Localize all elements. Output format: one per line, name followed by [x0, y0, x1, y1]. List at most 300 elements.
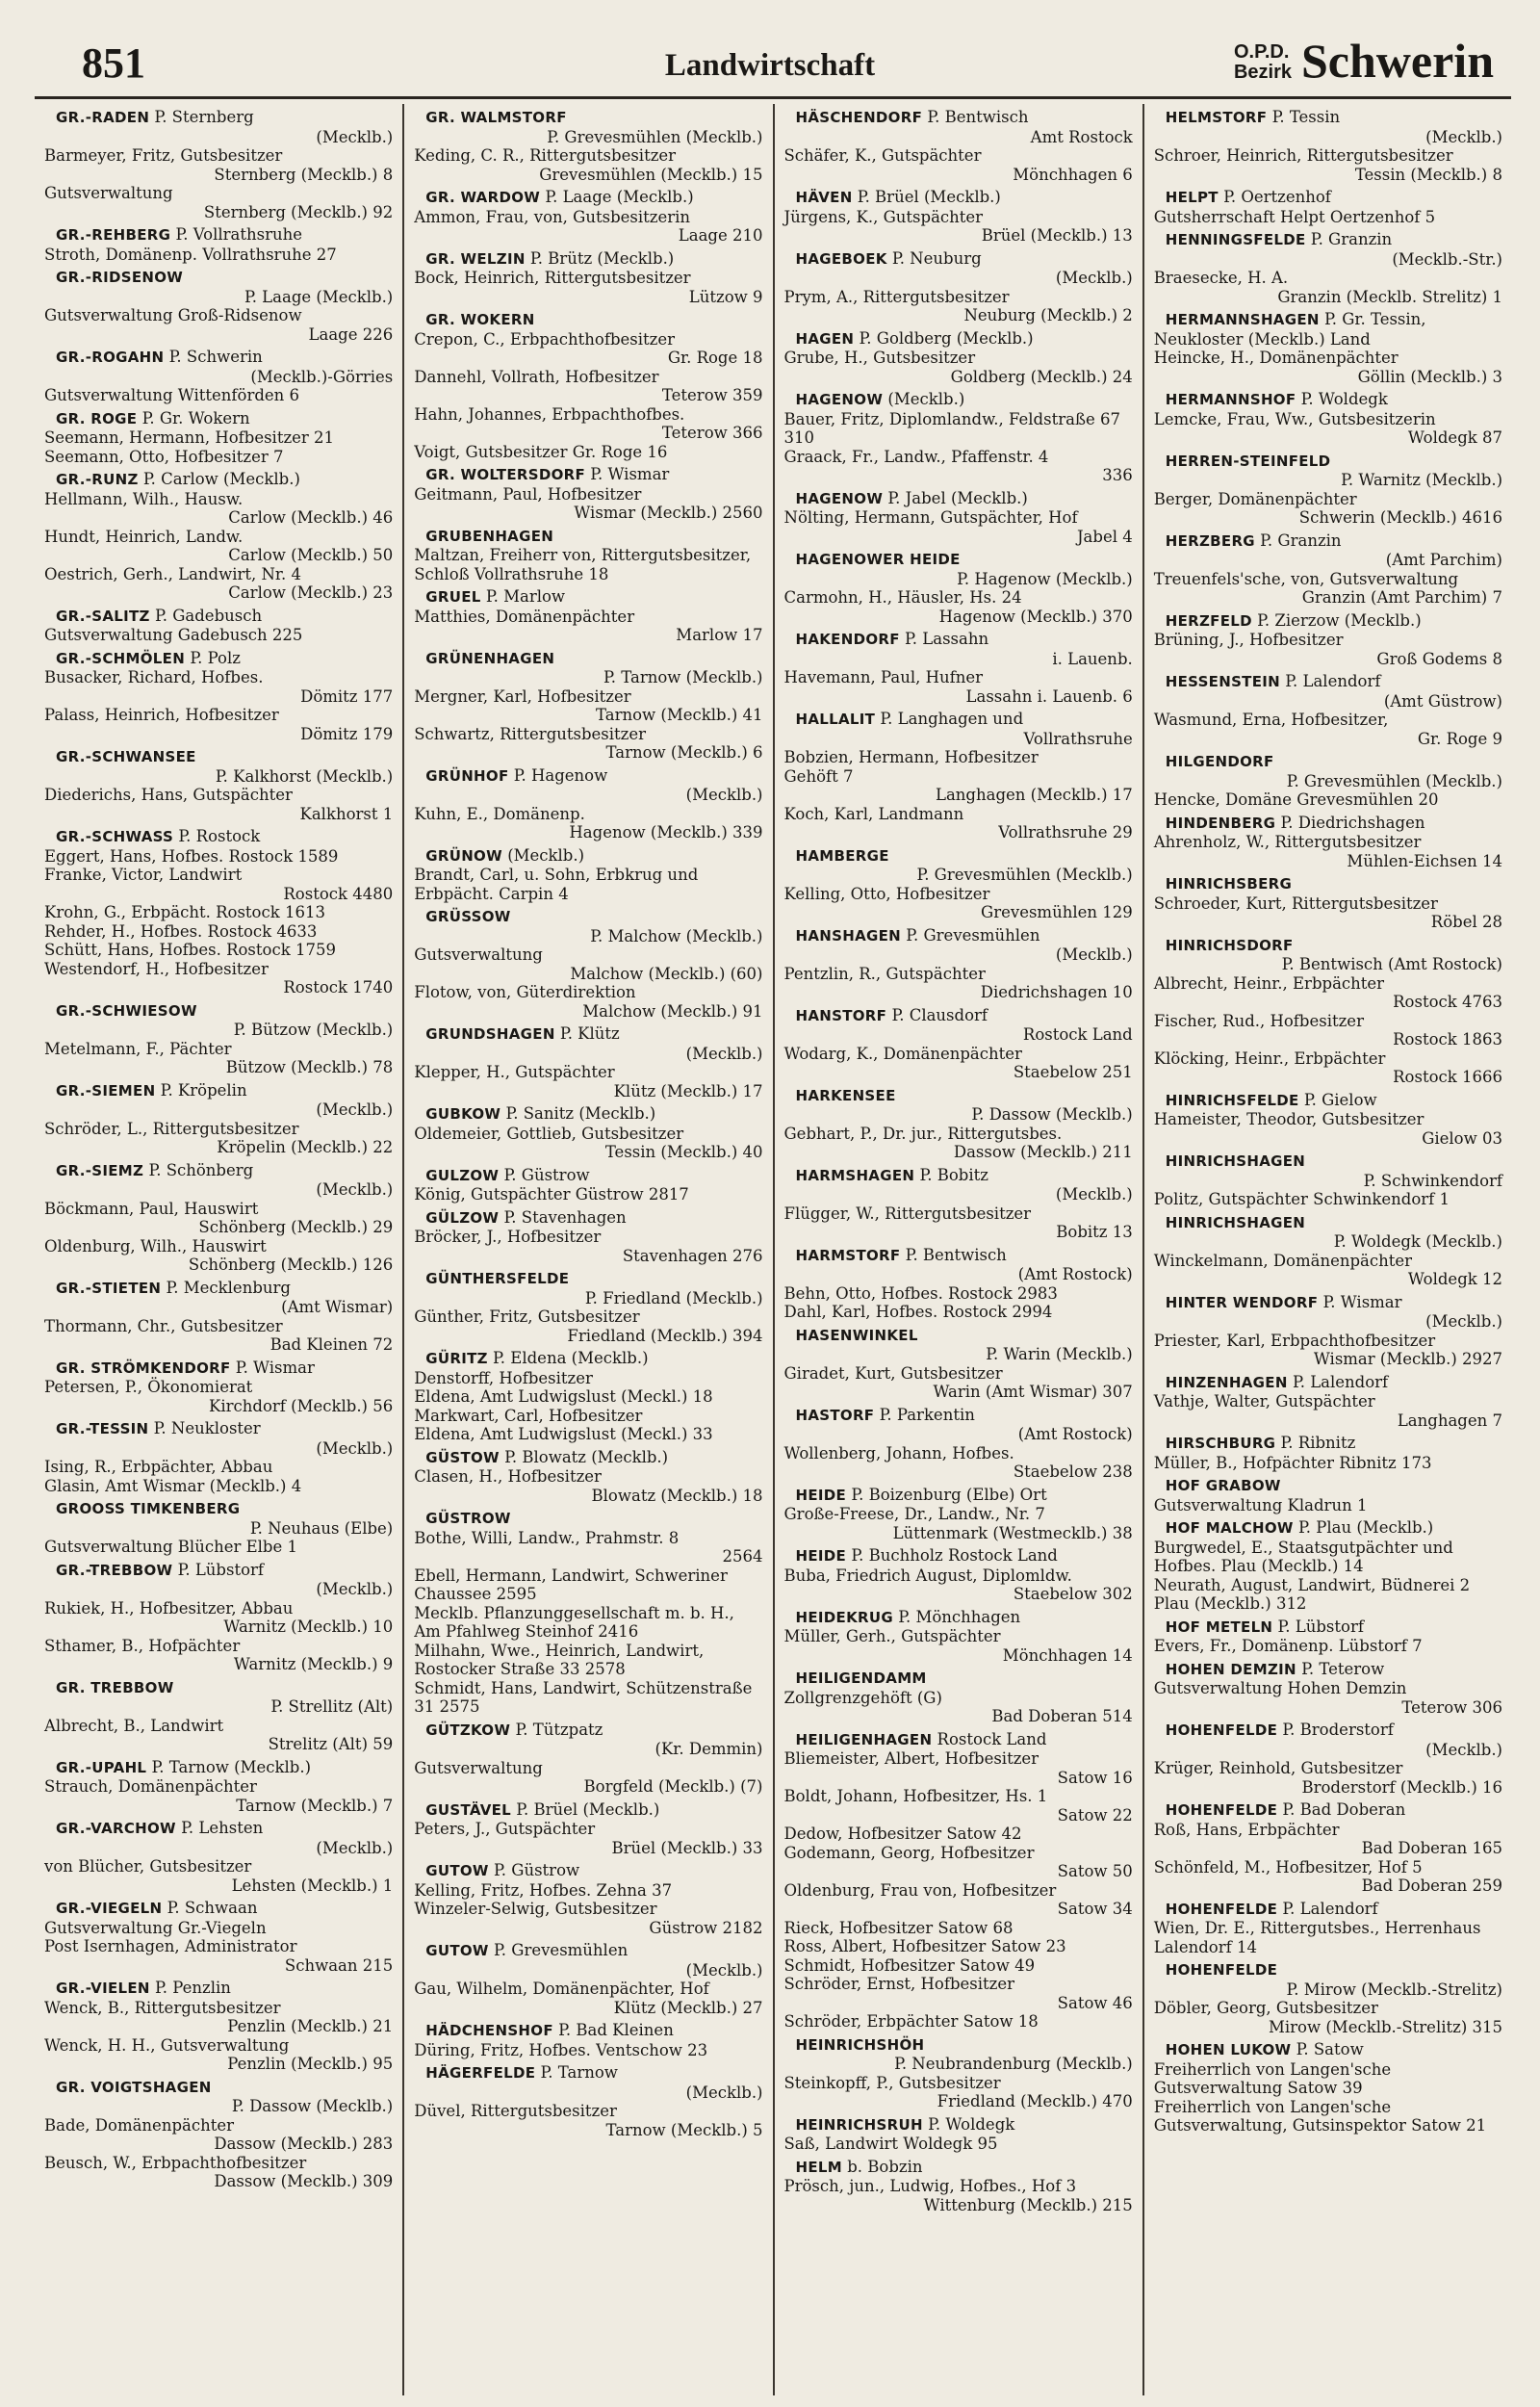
- listing-line: Hundt, Heinrich, Landw.: [44, 527, 244, 546]
- phone-location-line: Diedrichshagen 10: [980, 983, 1133, 1001]
- locality-heading: [44, 348, 393, 368]
- listing-line: Freiherrlich von Langen'sche Gutsverwaltung, Gutsinspektor Satow 21: [1153, 2097, 1487, 2135]
- locality-heading: [784, 710, 1133, 730]
- post-office: P. Satow: [1291, 2040, 1364, 2058]
- locality-entry: [44, 1419, 393, 1495]
- listing-line: Rehder, H., Hofbes. Rostock 4633: [44, 921, 318, 941]
- locality-entry: [784, 329, 1133, 387]
- locality-heading: [1154, 310, 1502, 349]
- locality-name: HAGEBOEK: [795, 249, 887, 268]
- locality-name: HERMANNSHOF: [1165, 391, 1296, 408]
- locality-entry: [1154, 2040, 1502, 2135]
- locality-name: HANSHAGEN: [795, 926, 901, 945]
- locality-name: HARMSTORF: [795, 1246, 901, 1264]
- locality-name: HAKENDORF: [795, 631, 900, 648]
- header-rule: [35, 96, 1511, 99]
- phone-location-line: Carlow (Mecklb.) 46: [228, 508, 394, 527]
- locality-name: GULZOW: [425, 1166, 500, 1184]
- locality-heading: [44, 649, 393, 669]
- post-office: P. Clausdorf: [886, 1005, 988, 1024]
- phone-location-line: Dassow (Mecklb.) 211: [953, 1143, 1133, 1161]
- locality-name: GR.-RADEN: [56, 109, 150, 126]
- listing-line: Giradet, Kurt, Gutsbesitzer: [783, 1363, 1003, 1383]
- listing-line: Schmidt, Hans, Landwirt, Schützenstraße 31 2575: [414, 1678, 753, 1716]
- listing-line: Flotow, von, Güterdirektion: [414, 983, 636, 1001]
- phone-location-line: Penzlin (Mecklb.) 21: [227, 2017, 394, 2035]
- locality-heading: [1154, 1213, 1502, 1233]
- locality-name: HEILIGENHAGEN: [795, 1730, 933, 1748]
- locality-name: HOHENFELDE: [1165, 1801, 1278, 1819]
- locality-heading: [1154, 1476, 1502, 1496]
- post-office: P. Grevesmühlen: [901, 925, 1040, 945]
- locality-entry: [1154, 752, 1502, 810]
- phone-location-line: (Mecklb.): [316, 1438, 394, 1458]
- locality-entry: [1154, 310, 1502, 386]
- locality-entry: [44, 607, 393, 645]
- post-office: P. Tarnow (Mecklb.): [146, 1757, 312, 1776]
- locality-heading: [1154, 1960, 1502, 1980]
- locality-name: GR. TREBBOW: [56, 1678, 174, 1696]
- listing-line: Ammon, Frau, von, Gutsbesitzerin: [414, 207, 691, 226]
- locality-entry: [414, 527, 762, 584]
- locality-heading: [1154, 2040, 1502, 2060]
- locality-entry: [784, 710, 1133, 842]
- listing-line: Winckelmann, Domänenpächter: [1153, 1251, 1413, 1270]
- locality-name: GUBKOW: [425, 1105, 501, 1123]
- listing-line: Franke, Victor, Landwirt: [44, 866, 243, 884]
- listing-line: Gehöft 7: [783, 766, 854, 786]
- locality-heading: [414, 310, 762, 330]
- post-office: P. Parkentin: [874, 1405, 975, 1424]
- listing-line: Gutsverwaltung: [414, 1758, 543, 1777]
- listing-line: Dannehl, Vollrath, Hofbesitzer: [414, 367, 659, 386]
- post-office: P. Tessin: [1267, 108, 1341, 126]
- locality-name: GRUNDSHAGEN: [425, 1025, 555, 1043]
- listing-line: Sthamer, B., Hofpächter: [44, 1636, 241, 1655]
- listing-line: Wien, Dr. E., Rittergutsbes., Herrenhaus Lalendorf 14: [1153, 1919, 1481, 1956]
- locality-entry: [1154, 672, 1502, 748]
- post-office: (Mecklb.): [883, 390, 965, 408]
- phone-location-line: Langhagen (Mecklb.) 17: [936, 786, 1133, 804]
- locality-name: HEINRICHSHÖH: [795, 2035, 925, 2054]
- phone-location-line: (Mecklb.): [685, 786, 763, 804]
- locality-name: GR. WOLTERSDORF: [425, 466, 586, 483]
- phone-location-line: Dassow (Mecklb.) 309: [214, 2172, 394, 2190]
- listing-line: Politz, Gutspächter Schwinkendorf 1: [1153, 1190, 1450, 1208]
- phone-location-line: Broderstorf (Mecklb.) 16: [1301, 1777, 1502, 1797]
- locality-entry: [784, 926, 1133, 1002]
- locality-name: HERMANNSHAGEN: [1165, 311, 1320, 328]
- phone-location-line: Granzin (Amt Parchim) 7: [1301, 588, 1502, 607]
- locality-entry: [784, 1406, 1133, 1482]
- listing-line: Kelling, Otto, Hofbesitzer: [783, 884, 990, 903]
- listing-line: Eldena, Amt Ludwigslust (Meckl.) 33: [414, 1425, 713, 1443]
- locality-heading: [784, 1608, 1133, 1628]
- locality-heading: [1154, 1618, 1502, 1638]
- post-office: P. Lübstorf: [1272, 1617, 1364, 1636]
- locality-name: GR.-TREBBOW: [56, 1561, 173, 1579]
- locality-name: GÜRITZ: [425, 1350, 488, 1367]
- listing-line: Schröder, Ernst, Hofbesitzer: [783, 1975, 1015, 1993]
- listing-line: Prösch, jun., Ludwig, Hofbes., Hof 3: [783, 2177, 1077, 2195]
- phone-location-line: Lützow 9: [688, 287, 763, 306]
- listing-line: Seemann, Hermann, Hofbesitzer 21: [44, 428, 335, 447]
- phone-location-line: P. Warin (Mecklb.): [986, 1345, 1133, 1363]
- listing-line: Busacker, Richard, Hofbes.: [44, 668, 264, 686]
- listing-line: Winzeler-Selwig, Gutsbesitzer: [414, 1900, 657, 1918]
- locality-entry: [1154, 1518, 1502, 1614]
- phone-location-line: Langhagen 7: [1397, 1411, 1502, 1430]
- locality-name: GRUEL: [425, 588, 481, 606]
- locality-name: GRÜNENHAGEN: [425, 649, 555, 667]
- locality-entry: [784, 2035, 1133, 2111]
- phone-location-line: (Mecklb.): [316, 1580, 394, 1598]
- post-office: P. Tützpatz: [510, 1720, 603, 1739]
- phone-location-line: P. Grevesmühlen (Mecklb.): [916, 866, 1133, 884]
- phone-location-line: (Mecklb.): [1055, 1185, 1133, 1204]
- locality-heading: [44, 1279, 393, 1299]
- listing-line: Westendorf, H., Hofbesitzer: [44, 959, 269, 978]
- locality-entry: [784, 1086, 1133, 1162]
- phone-location-line: Tarnow (Mecklb.) 41: [596, 706, 763, 724]
- listing-line: Neurath, August, Landwirt, Büdnerei 2 Plau (Mecklb.) 312: [1153, 1575, 1471, 1613]
- listing-line: Braesecke, H. A.: [1153, 269, 1289, 287]
- locality-name: GROOSS TIMKENBERG: [56, 1500, 241, 1517]
- listing-line: Schroeder, Kurt, Rittergutsbesitzer: [1153, 893, 1438, 913]
- phone-location-line: Penzlin (Mecklb.) 95: [227, 2055, 394, 2073]
- locality-entry: [414, 846, 762, 904]
- locality-entry: [414, 1208, 762, 1266]
- locality-heading: [414, 2021, 762, 2041]
- locality-entry: [414, 1941, 762, 2017]
- phone-location-line: P. Grevesmühlen (Mecklb.): [547, 127, 763, 146]
- locality-entry: [784, 1006, 1133, 1082]
- locality-entry: [44, 1979, 393, 2074]
- locality-name: HÄSCHENDORF: [795, 109, 923, 126]
- listing-line: Godemann, Georg, Hofbesitzer: [783, 1843, 1035, 1862]
- locality-heading: [414, 649, 762, 669]
- phone-location-line: Klütz (Mecklb.) 17: [613, 1081, 763, 1100]
- locality-heading: [1154, 1373, 1502, 1393]
- locality-name: HAGEN: [795, 329, 855, 348]
- locality-name: GR.-SCHWIESOW: [56, 1001, 197, 1020]
- locality-name: GR. VOIGTSHAGEN: [56, 2078, 212, 2096]
- locality-entry: [414, 2021, 762, 2059]
- locality-entry: [1154, 1800, 1502, 1896]
- listing-line: Gebhart, P., Dr. jur., Rittergutsbes.: [783, 1124, 1063, 1143]
- listing-line: Milhahn, Wwe., Heinrich, Landwirt, Rostocker Straße 33 2578: [414, 1641, 705, 1678]
- listing-line: Wasmund, Erna, Hofbesitzer,: [1153, 711, 1389, 729]
- listing-line: Metelmann, F., Pächter: [44, 1039, 232, 1058]
- locality-heading: [784, 1406, 1133, 1426]
- post-office: P. Stavenhagen: [499, 1207, 627, 1227]
- listing-line: Hameister, Theodor, Gutsbesitzer: [1153, 1110, 1424, 1128]
- listing-line: Große-Freese, Dr., Landw., Nr. 7: [783, 1505, 1045, 1523]
- phone-location-line: Strelitz (Alt) 59: [268, 1735, 394, 1753]
- listing-line: Nölting, Hermann, Gutspächter, Hof: [783, 508, 1078, 527]
- post-office: P. Plau (Mecklb.): [1293, 1518, 1434, 1537]
- phone-location-line: P. Friedland (Mecklb.): [584, 1288, 763, 1307]
- locality-heading: [1154, 452, 1502, 472]
- phone-location-line: Schwerin (Mecklb.) 4616: [1298, 508, 1502, 527]
- phone-location-line: P. Woldegk (Mecklb.): [1333, 1232, 1502, 1251]
- locality-entry: [784, 489, 1133, 547]
- locality-entry: [44, 1279, 393, 1355]
- post-office: P. Grevesmühlen: [488, 1941, 629, 1959]
- locality-name: HARMSHAGEN: [795, 1166, 915, 1184]
- locality-entry: [44, 409, 393, 467]
- locality-heading: [784, 489, 1133, 509]
- locality-name: HEIDEKRUG: [795, 1608, 893, 1626]
- locality-name: GUSTÄVEL: [425, 1800, 512, 1819]
- phone-location-line: Brüel (Mecklb.) 13: [981, 226, 1133, 245]
- post-office: P. Broderstorf: [1277, 1721, 1394, 1739]
- phone-location-line: Mönchhagen 14: [1002, 1645, 1133, 1665]
- locality-entry: [414, 2063, 762, 2139]
- locality-name: HOHENFELDE: [1165, 1900, 1278, 1918]
- listing-line: Palass, Heinrich, Hofbesitzer: [44, 706, 279, 724]
- locality-heading: [1154, 936, 1502, 956]
- phone-location-line: P. Grevesmühlen (Mecklb.): [1286, 771, 1502, 790]
- listing-line: Bauer, Fritz, Diplomlandw., Feldstraße 67 310: [783, 409, 1120, 447]
- locality-entry: [784, 1669, 1133, 1726]
- locality-name: HAGENOW: [795, 391, 884, 408]
- phone-location-line: Laage 226: [308, 324, 394, 344]
- post-office: P. Sanitz (Mecklb.): [500, 1104, 656, 1123]
- listing-line: Schmidt, Hofbesitzer Satow 49: [783, 1955, 1036, 1975]
- post-office: P. Ribnitz: [1275, 1434, 1356, 1452]
- listing-line: Denstorff, Hofbesitzer: [414, 1368, 593, 1387]
- locality-entry: [784, 1166, 1133, 1242]
- locality-heading: [784, 1669, 1133, 1689]
- locality-heading: [784, 108, 1133, 128]
- phone-location-line: Granzin (Mecklb. Strelitz) 1: [1277, 287, 1502, 306]
- locality-entry: [1154, 1293, 1502, 1369]
- locality-heading: [1154, 188, 1502, 208]
- listing-line: Berger, Domänenpächter: [1153, 489, 1357, 508]
- phone-location-line: P. Mirow (Mecklb.-Strelitz): [1286, 1980, 1502, 1999]
- listing-line: Havemann, Paul, Hufner: [783, 668, 984, 686]
- listing-line: Müller, Gerh., Gutspächter: [783, 1627, 1001, 1645]
- phone-location-line: Borgfeld (Mecklb.) (7): [583, 1777, 763, 1796]
- listing-line: Kuhn, E., Domänenp.: [414, 804, 585, 823]
- phone-location-line: Röbel 28: [1430, 913, 1502, 931]
- locality-name: GR. WALMSTORF: [425, 109, 567, 126]
- locality-name: GR.-VIELEN: [56, 1980, 150, 1997]
- listing-line: Thormann, Chr., Gutsbesitzer: [44, 1316, 283, 1335]
- locality-entry: [1154, 1721, 1502, 1797]
- phone-location-line: Laage 210: [678, 226, 763, 245]
- phone-location-line: Carlow (Mecklb.) 50: [228, 546, 394, 564]
- listing-line: Hahn, Johannes, Erbpachthofbes.: [414, 404, 685, 424]
- post-office: P. Lübstorf: [172, 1560, 265, 1579]
- post-office: P. Neuburg: [886, 248, 982, 268]
- phone-location-line: (Mecklb.): [685, 1960, 763, 1980]
- phone-location-line: Satow 34: [1057, 1900, 1133, 1918]
- post-office: P. Bentwisch: [900, 1245, 1007, 1264]
- locality-heading: [414, 587, 762, 608]
- locality-heading: [1154, 1660, 1502, 1680]
- locality-heading: [1154, 230, 1502, 250]
- opd-label: [1234, 42, 1292, 83]
- listing-line: Stroth, Domänenp. Vollrathsruhe 27: [44, 245, 337, 264]
- locality-name: GÜTZKOW: [425, 1721, 511, 1739]
- locality-entry: [44, 1758, 393, 1816]
- phone-location-line: Bad Kleinen 72: [270, 1335, 394, 1354]
- locality-heading: [44, 1561, 393, 1581]
- listing-line: Buba, Friedrich August, Diplomldw.: [783, 1566, 1072, 1585]
- phone-location-line: Tarnow (Mecklb.) 7: [236, 1796, 394, 1815]
- listing-line: Klepper, H., Gutspächter: [414, 1063, 615, 1081]
- post-office: P. Lassahn: [899, 630, 989, 648]
- locality-heading: [784, 846, 1133, 867]
- listing-line: Pentzlin, R., Gutspächter: [783, 964, 986, 983]
- locality-entry: [784, 1246, 1133, 1322]
- post-office: P. Güstrow: [488, 1861, 580, 1879]
- locality-entry: [784, 108, 1133, 184]
- listing-line: Bliemeister, Albert, Hofbesitzer: [783, 1749, 1040, 1768]
- phone-location-line: Rostock Land: [1022, 1025, 1133, 1044]
- phone-location-line: (Amt Güstrow): [1383, 691, 1502, 711]
- locality-name: HESSENSTEIN: [1165, 673, 1280, 690]
- listing-line: Gutsverwaltung Gadebusch 225: [44, 626, 303, 644]
- listing-line: Crepon, C., Erbpachthofbesitzer: [414, 329, 676, 349]
- listing-line: Fischer, Rud., Hofbesitzer: [1153, 1011, 1364, 1030]
- locality-entry: [784, 1608, 1133, 1666]
- phone-location-line: Friedland (Mecklb.) 394: [567, 1326, 763, 1345]
- phone-location-line: (Mecklb.-Str.): [1392, 249, 1502, 269]
- phone-location-line: Rostock 1666: [1393, 1068, 1502, 1086]
- post-office: P. Sternberg: [149, 108, 254, 126]
- locality-entry: [414, 907, 762, 1021]
- phone-location-line: Gr. Roge 9: [1417, 729, 1502, 748]
- phone-location-line: Mönchhagen 6: [1013, 165, 1133, 184]
- phone-location-line: Groß Godems 8: [1376, 649, 1502, 668]
- post-office: P. Teterow: [1296, 1659, 1385, 1678]
- locality-name: HANSTORF: [795, 1006, 887, 1024]
- listing-line: Koch, Karl, Landmann: [783, 804, 964, 823]
- post-office: P. Jabel (Mecklb.): [883, 488, 1028, 507]
- locality-entry: [1154, 814, 1502, 871]
- listing-line: Düvel, Rittergutsbesitzer: [414, 2102, 617, 2120]
- post-office: P. Schwaan: [162, 1899, 258, 1917]
- locality-name: GR.-VIEGELN: [56, 1900, 163, 1917]
- listing-line: Peters, J., Gutspächter: [414, 1820, 596, 1838]
- locality-heading: [44, 225, 393, 246]
- phone-location-line: Gielow 03: [1422, 1128, 1502, 1148]
- locality-entry: [414, 188, 762, 246]
- post-office: P. Granzin: [1305, 230, 1393, 248]
- listing-line: Bock, Heinrich, Rittergutsbesitzer: [414, 269, 691, 287]
- locality-entry: [1154, 611, 1502, 669]
- locality-entry: [784, 390, 1133, 485]
- post-office: P. Klütz: [554, 1024, 620, 1043]
- locality-entry: [784, 846, 1133, 922]
- locality-heading: [414, 766, 762, 787]
- locality-heading: [44, 1001, 393, 1022]
- post-office: P. Bad Kleinen: [552, 2021, 674, 2039]
- locality-entry: [1154, 1373, 1502, 1431]
- phone-location-line: Wismar (Mecklb.) 2560: [574, 504, 763, 522]
- phone-location-line: Dömitz 179: [300, 724, 394, 743]
- post-office: P. Woldegk: [922, 2114, 1015, 2134]
- phone-location-line: Bad Doberan 259: [1361, 1876, 1502, 1895]
- phone-location-line: Lüttenmark (Westmecklb.) 38: [892, 1523, 1133, 1542]
- locality-heading: [1154, 1800, 1502, 1821]
- post-office: P. Wismar: [585, 465, 670, 483]
- post-office: P. Schwerin: [164, 348, 263, 366]
- listing-line: Kelling, Fritz, Hofbes. Zehna 37: [414, 1880, 673, 1900]
- phone-location-line: P. Kalkhorst (Mecklb.): [215, 766, 394, 786]
- locality-entry: [1154, 1618, 1502, 1656]
- locality-entry: [784, 1326, 1133, 1402]
- locality-name: GRÜNOW: [425, 846, 502, 865]
- phone-location-line: Schönberg (Mecklb.) 126: [188, 1255, 394, 1274]
- post-office: P. Langhagen und: [875, 710, 1024, 728]
- phone-location-line: Satow 22: [1057, 1805, 1133, 1825]
- phone-location-line: Staebelow 302: [1013, 1585, 1133, 1603]
- post-office: P. Zierzow (Mecklb.): [1251, 610, 1422, 630]
- listing-line: Behn, Otto, Hofbes. Rostock 2983: [783, 1283, 1058, 1303]
- listing-line: Döbler, Georg, Gutsbesitzer: [1153, 1999, 1378, 2017]
- locality-name: HOHENFELDE: [1165, 1721, 1278, 1739]
- phone-location-line: P. Tarnow (Mecklb.): [603, 668, 763, 686]
- phone-location-line: Wittenburg (Mecklb.) 215: [923, 2195, 1133, 2214]
- post-office: b. Bobzin: [842, 2157, 923, 2176]
- post-office: P. Vollrathsruhe: [170, 225, 303, 244]
- locality-name: GR. WELZIN: [425, 249, 526, 268]
- locality-entry: [44, 348, 393, 405]
- phone-location-line: Kröpelin (Mecklb.) 22: [217, 1138, 394, 1156]
- locality-entry: [784, 1486, 1133, 1543]
- locality-name: GR.-VARCHOW: [56, 1820, 176, 1837]
- listing-line: Keding, C. R., Rittergutsbesitzer: [414, 146, 677, 165]
- locality-heading: [414, 527, 762, 547]
- locality-heading: [44, 827, 393, 847]
- locality-heading: [784, 1486, 1133, 1506]
- listing-line: Wenck, B., Rittergutsbesitzer: [44, 1998, 281, 2017]
- phone-location-line: P. Strellitz (Alt): [270, 1697, 394, 1716]
- phone-location-line: Rostock 4763: [1393, 993, 1502, 1011]
- locality-name: HEILIGENDAMM: [795, 1669, 927, 1687]
- post-office: P. Schönberg: [143, 1160, 254, 1179]
- locality-name: GRUBENHAGEN: [425, 527, 554, 545]
- locality-entry: [784, 2158, 1133, 2215]
- post-office: P. Gielow: [1298, 1090, 1377, 1109]
- phone-location-line: (Mecklb.): [1425, 1312, 1502, 1331]
- listing-line: Gutsverwaltung Wittenförden 6: [44, 386, 300, 404]
- locality-heading: [44, 470, 393, 490]
- phone-location-line: Tessin (Mecklb.) 8: [1354, 165, 1502, 184]
- phone-location-line: P. Malchow (Mecklb.): [590, 926, 763, 945]
- locality-heading: [784, 2158, 1133, 2178]
- locality-heading: [44, 747, 393, 767]
- phone-location-line: (Mecklb.): [1055, 269, 1133, 287]
- listing-line: Clasen, H., Hofbesitzer: [414, 1467, 602, 1486]
- locality-name: HOHEN LUKOW: [1165, 2041, 1292, 2058]
- locality-entry: [1154, 1213, 1502, 1289]
- phone-location-line: Tessin (Mecklb.) 40: [604, 1143, 763, 1161]
- listing-line: Brüning, J., Hofbesitzer: [1153, 631, 1344, 649]
- locality-name: HINTER WENDORF: [1165, 1293, 1319, 1311]
- phone-location-line: P. Warnitz (Mecklb.): [1341, 471, 1502, 489]
- listing-line: Carmohn, H., Häusler, Hs. 24: [783, 588, 1022, 607]
- phone-location-line: Malchow (Mecklb.) 91: [582, 1001, 763, 1021]
- listing-line: Markwart, Carl, Hofbesitzer: [414, 1406, 643, 1425]
- locality-entry: [1154, 390, 1502, 448]
- listing-line: Burgwedel, E., Staatsgutpächter und: [1153, 1538, 1453, 1557]
- phone-location-line: (Mecklb.): [1425, 127, 1502, 146]
